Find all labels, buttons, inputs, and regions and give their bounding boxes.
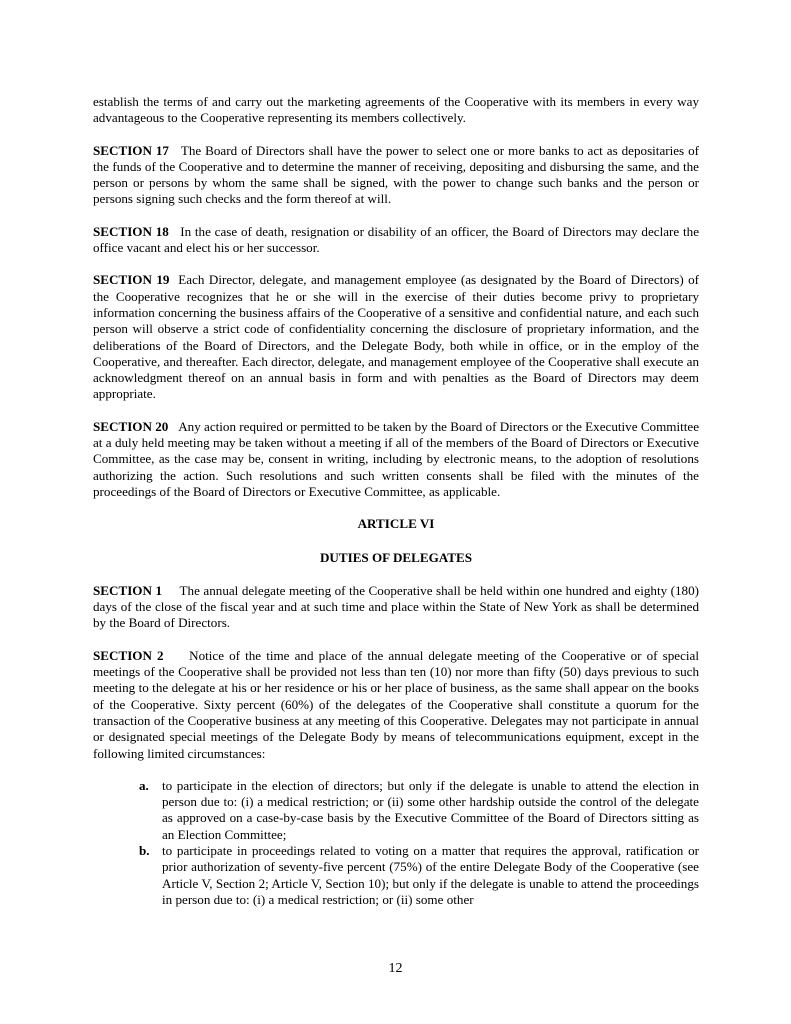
list-marker: b. (139, 842, 150, 858)
list-item-text: to participate in the election of directors; but only if the delegate is unable to attend the election in person due to: (i) a medical restriction; or (ii) some other hardship outside the control of the delegate as approved on a case-by-case basis by the Executive Committee of the Board of Directors sitting as an Election Committee; (162, 777, 699, 842)
section-18-paragraph (93, 224, 699, 257)
section-text: Any action required or permitted to be taken by the Board of Directors or the Executive Committee at a duly held meeting may be taken without a meeting if all of the members of the Board of Directors or Executive Committee, as the case may be, consent in writing, including by electronic means, to the adoption of resolutions authorizing the action. Such resolutions and such written consents shall be filed with the minutes of the proceedings of the Board of Directors or Executive Committee, as applicable. (93, 418, 699, 499)
page-number: 12 (388, 961, 403, 976)
section-label: SECTION 18 (93, 223, 169, 239)
section-text: Notice of the time and place of the annual delegate meeting of the Cooperative or of special meetings of the Cooperative shall be provided not less than ten (10) nor more than fifty (50) days previous to such meeting to the delegate at his or her residence or his or her place of business, as the same shall appear on the books of the Cooperative. Sixty percent (60%) of the delegates of the Cooperative shall constitute a quorum for the transaction of the Cooperative business at any meeting of this Cooperative. Delegates may not participate in annual or designated special meetings of the Delegate Body by means of telecommunications equipment, except in the following limited circumstances: (93, 647, 699, 761)
section-label: SECTION 2 (93, 647, 164, 663)
section-label: SECTION 19 (93, 272, 170, 288)
article-title: DUTIES OF DELEGATES (319, 549, 473, 565)
section-text: The annual delegate meeting of the Cooperative shall be held within one hundred and eighty (180) days of the close of the fiscal year and at such time and place within the State of New York as shall be determined by the Board of Directors. (93, 582, 700, 631)
list-item (139, 778, 699, 843)
section-label: SECTION 17 (93, 142, 169, 158)
exception-list (93, 778, 699, 908)
section-17-paragraph (93, 143, 699, 208)
section-label: SECTION 1 (93, 582, 162, 598)
section-text: Each Director, delegate, and management employee (as designated by the Board of Directors) of the Cooperative recognizes that he or she will in the exercise of their duties become privy to proprietary information concerning the business affairs of the Cooperative of a sensitive and confidential nature, and each such person will observe a strict code of confidentiality concerning the disclosure of proprietary information, and the deliberations of the Board of Directors, and the Delegate Body, both while in office, or in the employ of the Cooperative, and thereafter. Each director, delegate, and management employee of the Cooperative shall execute an acknowledgment thereof on an annual basis in form and with penalties as the Board of Directors may deem appropriate. (93, 272, 699, 402)
continuation-paragraph: establish the terms of and carry out the marketing agreements of the Cooperative with its members in every way advantageous to the Cooperative representing its members collectively. (93, 94, 699, 126)
section-20-paragraph (93, 419, 699, 500)
list-item-text: to participate in proceedings related to voting on a matter that requires the approval, ratification or prior authorization of seventy-five percent (75%) of the entire Delegate Body of the Cooperative (see Article V, Section 2; Article V, Section 10); but only if the delegate is unable to attend the proceedings in person due to: (i) a medical restriction; or (ii) some other (162, 842, 699, 907)
list-item (139, 843, 699, 908)
article-6-section-2-paragraph (93, 648, 699, 762)
article-6-section-1-paragraph (93, 583, 699, 632)
article-number: ARTICLE VI (357, 516, 435, 532)
list-marker: a. (139, 777, 149, 793)
document-page (93, 94, 699, 908)
section-text: In the case of death, resignation or disability of an officer, the Board of Directors may declare the office vacant and elect his or her successor. (93, 223, 700, 256)
section-text: The Board of Directors shall have the power to select one or more banks to act as depositaries of the funds of the Cooperative and to determine the manner of receiving, depositing and disbursing the same, and the person or persons by whom the same shall be signed, with the power to change such banks and the person or persons signing such checks and the form thereof at will. (93, 142, 700, 207)
section-label: SECTION 20 (93, 418, 169, 434)
section-19-paragraph (93, 272, 699, 402)
